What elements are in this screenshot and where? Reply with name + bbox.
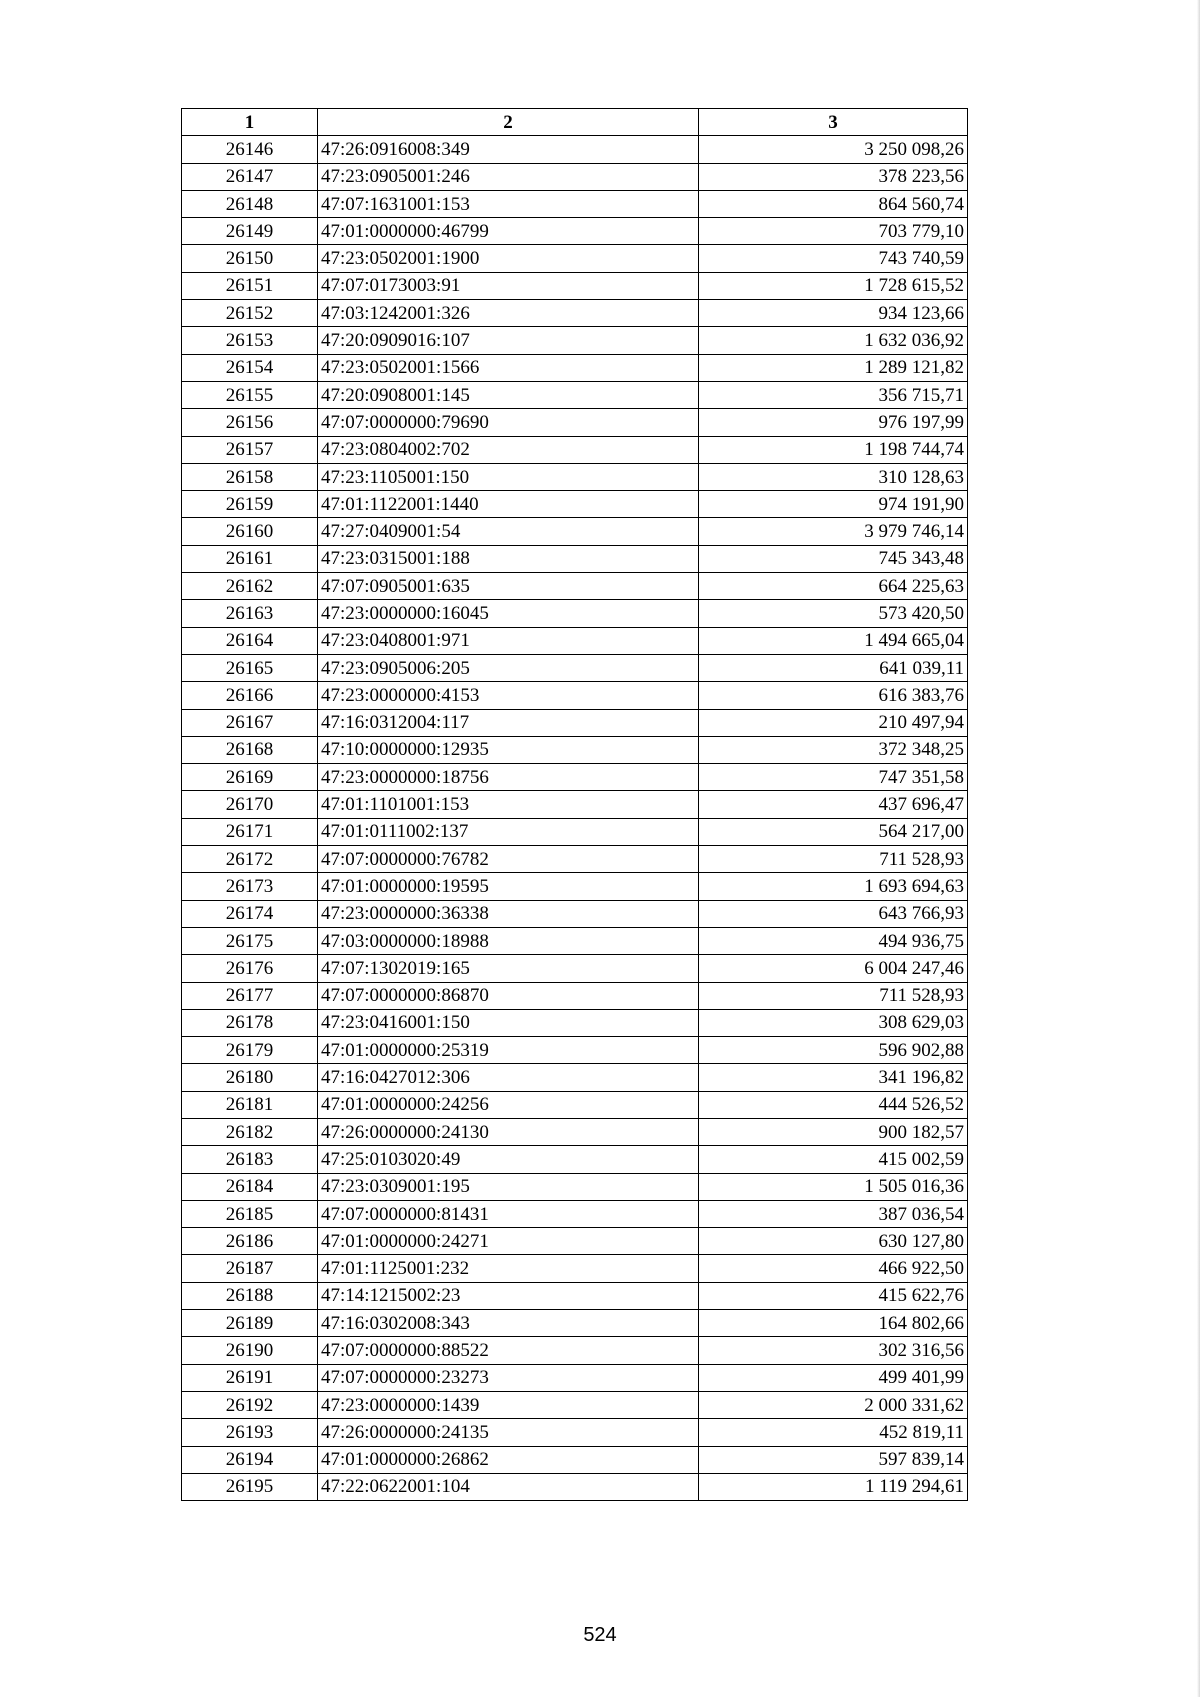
- cadastral-number-cell: 47:23:0502001:1566: [318, 354, 699, 381]
- cadastral-number-cell: 47:16:0427012:306: [318, 1064, 699, 1091]
- table-row: [182, 463, 968, 490]
- table-row: [182, 190, 968, 217]
- row-number-cell: 26165: [182, 654, 318, 681]
- row-number-cell: 26168: [182, 736, 318, 763]
- cadastral-number-cell: 47:01:0000000:46799: [318, 218, 699, 245]
- value-cell: 1 632 036,92: [699, 327, 968, 354]
- value-cell: 444 526,52: [699, 1091, 968, 1118]
- table-row: [182, 873, 968, 900]
- cadastral-number-cell: 47:23:0905006:205: [318, 654, 699, 681]
- row-number-cell: 26184: [182, 1173, 318, 1200]
- value-cell: 378 223,56: [699, 163, 968, 190]
- value-cell: 745 343,48: [699, 545, 968, 572]
- row-number-cell: 26187: [182, 1255, 318, 1282]
- row-number-cell: 26166: [182, 682, 318, 709]
- table-row: [182, 409, 968, 436]
- cadastral-number-cell: 47:25:0103020:49: [318, 1146, 699, 1173]
- value-cell: 564 217,00: [699, 818, 968, 845]
- table-row: [182, 1391, 968, 1418]
- table-row: [182, 1310, 968, 1337]
- value-cell: 616 383,76: [699, 682, 968, 709]
- table-row: [182, 354, 968, 381]
- cadastral-number-cell: 47:16:0302008:343: [318, 1310, 699, 1337]
- cadastral-number-cell: 47:14:1215002:23: [318, 1282, 699, 1309]
- row-number-cell: 26181: [182, 1091, 318, 1118]
- cadastral-number-cell: 47:26:0000000:24130: [318, 1118, 699, 1145]
- table-row: [182, 1146, 968, 1173]
- value-cell: 630 127,80: [699, 1228, 968, 1255]
- cadastral-number-cell: 47:01:1122001:1440: [318, 491, 699, 518]
- value-cell: 664 225,63: [699, 573, 968, 600]
- cadastral-number-cell: 47:26:0916008:349: [318, 136, 699, 163]
- value-cell: 641 039,11: [699, 654, 968, 681]
- cadastral-number-cell: 47:23:0000000:16045: [318, 600, 699, 627]
- row-number-cell: 26149: [182, 218, 318, 245]
- cadastral-number-cell: 47:23:0408001:971: [318, 627, 699, 654]
- table-row: [182, 1446, 968, 1473]
- table-row: [182, 1037, 968, 1064]
- table-row: [182, 136, 968, 163]
- row-number-cell: 26174: [182, 900, 318, 927]
- value-cell: 415 002,59: [699, 1146, 968, 1173]
- value-cell: 747 351,58: [699, 764, 968, 791]
- cadastral-number-cell: 47:16:0312004:117: [318, 709, 699, 736]
- cadastral-number-cell: 47:07:1631001:153: [318, 190, 699, 217]
- row-number-cell: 26157: [182, 436, 318, 463]
- cadastral-number-cell: 47:01:1101001:153: [318, 791, 699, 818]
- row-number-cell: 26146: [182, 136, 318, 163]
- value-cell: 596 902,88: [699, 1037, 968, 1064]
- table-header-row: [182, 109, 968, 136]
- value-cell: 2 000 331,62: [699, 1391, 968, 1418]
- row-number-cell: 26160: [182, 518, 318, 545]
- cadastral-number-cell: 47:23:0315001:188: [318, 545, 699, 572]
- value-cell: 643 766,93: [699, 900, 968, 927]
- cadastral-number-cell: 47:23:0416001:150: [318, 1009, 699, 1036]
- row-number-cell: 26176: [182, 955, 318, 982]
- cadastral-number-cell: 47:01:0000000:24271: [318, 1228, 699, 1255]
- row-number-cell: 26180: [182, 1064, 318, 1091]
- table-row: [182, 573, 968, 600]
- row-number-cell: 26147: [182, 163, 318, 190]
- cadastral-number-cell: 47:23:0000000:4153: [318, 682, 699, 709]
- value-cell: 341 196,82: [699, 1064, 968, 1091]
- cadastral-number-cell: 47:01:0000000:24256: [318, 1091, 699, 1118]
- table-row: [182, 1364, 968, 1391]
- cadastral-number-cell: 47:22:0622001:104: [318, 1473, 699, 1500]
- value-cell: 466 922,50: [699, 1255, 968, 1282]
- table-row: [182, 1473, 968, 1500]
- value-cell: 597 839,14: [699, 1446, 968, 1473]
- row-number-cell: 26195: [182, 1473, 318, 1500]
- table-row: [182, 846, 968, 873]
- table-row: [182, 1337, 968, 1364]
- table-body: [182, 136, 968, 1501]
- value-cell: 573 420,50: [699, 600, 968, 627]
- table-row: [182, 327, 968, 354]
- table-row: [182, 736, 968, 763]
- row-number-cell: 26151: [182, 272, 318, 299]
- row-number-cell: 26152: [182, 300, 318, 327]
- value-cell: 164 802,66: [699, 1310, 968, 1337]
- row-number-cell: 26163: [182, 600, 318, 627]
- column-header: 3: [699, 109, 968, 136]
- value-cell: 308 629,03: [699, 1009, 968, 1036]
- value-cell: 1 198 744,74: [699, 436, 968, 463]
- cadastral-number-cell: 47:07:0000000:76782: [318, 846, 699, 873]
- value-cell: 1 505 016,36: [699, 1173, 968, 1200]
- table-row: [182, 955, 968, 982]
- table-row: [182, 245, 968, 272]
- value-cell: 1 494 665,04: [699, 627, 968, 654]
- value-cell: 743 740,59: [699, 245, 968, 272]
- cadastral-number-cell: 47:26:0000000:24135: [318, 1419, 699, 1446]
- value-cell: 711 528,93: [699, 982, 968, 1009]
- table-row: [182, 300, 968, 327]
- row-number-cell: 26172: [182, 846, 318, 873]
- data-table: [181, 108, 968, 1501]
- value-cell: 437 696,47: [699, 791, 968, 818]
- table-row: [182, 654, 968, 681]
- table-row: [182, 381, 968, 408]
- table-row: [182, 1009, 968, 1036]
- row-number-cell: 26167: [182, 709, 318, 736]
- cadastral-number-cell: 47:23:0905001:246: [318, 163, 699, 190]
- value-cell: 3 250 098,26: [699, 136, 968, 163]
- value-cell: 210 497,94: [699, 709, 968, 736]
- cadastral-number-cell: 47:07:0905001:635: [318, 573, 699, 600]
- table-row: [182, 600, 968, 627]
- table-row: [182, 491, 968, 518]
- value-cell: 1 289 121,82: [699, 354, 968, 381]
- cadastral-number-cell: 47:01:0000000:19595: [318, 873, 699, 900]
- column-header: 2: [318, 109, 699, 136]
- row-number-cell: 26173: [182, 873, 318, 900]
- row-number-cell: 26178: [182, 1009, 318, 1036]
- table-row: [182, 1255, 968, 1282]
- value-cell: 974 191,90: [699, 491, 968, 518]
- value-cell: 1 728 615,52: [699, 272, 968, 299]
- cadastral-number-cell: 47:01:0000000:25319: [318, 1037, 699, 1064]
- cadastral-number-cell: 47:07:0000000:81431: [318, 1200, 699, 1227]
- row-number-cell: 26156: [182, 409, 318, 436]
- cadastral-number-cell: 47:23:0804002:702: [318, 436, 699, 463]
- value-cell: 711 528,93: [699, 846, 968, 873]
- row-number-cell: 26177: [182, 982, 318, 1009]
- value-cell: 452 819,11: [699, 1419, 968, 1446]
- row-number-cell: 26153: [182, 327, 318, 354]
- value-cell: 900 182,57: [699, 1118, 968, 1145]
- cadastral-number-cell: 47:03:0000000:18988: [318, 927, 699, 954]
- row-number-cell: 26188: [182, 1282, 318, 1309]
- value-cell: 864 560,74: [699, 190, 968, 217]
- row-number-cell: 26171: [182, 818, 318, 845]
- row-number-cell: 26193: [182, 1419, 318, 1446]
- table-row: [182, 218, 968, 245]
- cadastral-number-cell: 47:23:0000000:36338: [318, 900, 699, 927]
- table-row: [182, 764, 968, 791]
- table-row: [182, 1064, 968, 1091]
- cadastral-number-cell: 47:23:1105001:150: [318, 463, 699, 490]
- table-row: [182, 818, 968, 845]
- value-cell: 356 715,71: [699, 381, 968, 408]
- cadastral-number-cell: 47:20:0909016:107: [318, 327, 699, 354]
- row-number-cell: 26190: [182, 1337, 318, 1364]
- row-number-cell: 26194: [182, 1446, 318, 1473]
- row-number-cell: 26179: [182, 1037, 318, 1064]
- table-row: [182, 1419, 968, 1446]
- value-cell: 387 036,54: [699, 1200, 968, 1227]
- value-cell: 1 693 694,63: [699, 873, 968, 900]
- cadastral-number-cell: 47:23:0000000:18756: [318, 764, 699, 791]
- cadastral-number-cell: 47:07:0000000:23273: [318, 1364, 699, 1391]
- value-cell: 494 936,75: [699, 927, 968, 954]
- value-cell: 499 401,99: [699, 1364, 968, 1391]
- row-number-cell: 26155: [182, 381, 318, 408]
- cadastral-number-cell: 47:07:0000000:79690: [318, 409, 699, 436]
- table-row: [182, 1282, 968, 1309]
- value-cell: 1 119 294,61: [699, 1473, 968, 1500]
- table-row: [182, 1228, 968, 1255]
- row-number-cell: 26169: [182, 764, 318, 791]
- table-row: [182, 1200, 968, 1227]
- cadastral-number-cell: 47:20:0908001:145: [318, 381, 699, 408]
- row-number-cell: 26148: [182, 190, 318, 217]
- row-number-cell: 26150: [182, 245, 318, 272]
- table-row: [182, 791, 968, 818]
- cadastral-number-cell: 47:01:0111002:137: [318, 818, 699, 845]
- table-row: [182, 163, 968, 190]
- table-row: [182, 1173, 968, 1200]
- table-row: [182, 1091, 968, 1118]
- table-row: [182, 982, 968, 1009]
- table-row: [182, 709, 968, 736]
- cadastral-number-cell: 47:01:1125001:232: [318, 1255, 699, 1282]
- cadastral-number-cell: 47:23:0502001:1900: [318, 245, 699, 272]
- table-row: [182, 518, 968, 545]
- cadastral-number-cell: 47:01:0000000:26862: [318, 1446, 699, 1473]
- row-number-cell: 26191: [182, 1364, 318, 1391]
- value-cell: 310 128,63: [699, 463, 968, 490]
- row-number-cell: 26161: [182, 545, 318, 572]
- row-number-cell: 26158: [182, 463, 318, 490]
- value-cell: 302 316,56: [699, 1337, 968, 1364]
- row-number-cell: 26183: [182, 1146, 318, 1173]
- value-cell: 415 622,76: [699, 1282, 968, 1309]
- column-header: 1: [182, 109, 318, 136]
- row-number-cell: 26175: [182, 927, 318, 954]
- cadastral-number-cell: 47:03:1242001:326: [318, 300, 699, 327]
- row-number-cell: 26154: [182, 354, 318, 381]
- table-row: [182, 627, 968, 654]
- row-number-cell: 26182: [182, 1118, 318, 1145]
- table-row: [182, 545, 968, 572]
- cadastral-number-cell: 47:10:0000000:12935: [318, 736, 699, 763]
- cadastral-number-cell: 47:07:0000000:86870: [318, 982, 699, 1009]
- table-row: [182, 272, 968, 299]
- value-cell: 703 779,10: [699, 218, 968, 245]
- table-row: [182, 927, 968, 954]
- page-number: 524: [583, 1624, 617, 1646]
- value-cell: 3 979 746,14: [699, 518, 968, 545]
- row-number-cell: 26170: [182, 791, 318, 818]
- cadastral-number-cell: 47:27:0409001:54: [318, 518, 699, 545]
- value-cell: 976 197,99: [699, 409, 968, 436]
- row-number-cell: 26186: [182, 1228, 318, 1255]
- value-cell: 6 004 247,46: [699, 955, 968, 982]
- cadastral-number-cell: 47:07:0000000:88522: [318, 1337, 699, 1364]
- row-number-cell: 26164: [182, 627, 318, 654]
- row-number-cell: 26189: [182, 1310, 318, 1337]
- cadastral-number-cell: 47:23:0309001:195: [318, 1173, 699, 1200]
- cadastral-number-cell: 47:07:0173003:91: [318, 272, 699, 299]
- table-row: [182, 682, 968, 709]
- row-number-cell: 26192: [182, 1391, 318, 1418]
- row-number-cell: 26162: [182, 573, 318, 600]
- value-cell: 934 123,66: [699, 300, 968, 327]
- table-row: [182, 900, 968, 927]
- cadastral-number-cell: 47:07:1302019:165: [318, 955, 699, 982]
- table-row: [182, 1118, 968, 1145]
- cadastral-number-cell: 47:23:0000000:1439: [318, 1391, 699, 1418]
- row-number-cell: 26185: [182, 1200, 318, 1227]
- value-cell: 372 348,25: [699, 736, 968, 763]
- row-number-cell: 26159: [182, 491, 318, 518]
- table-row: [182, 436, 968, 463]
